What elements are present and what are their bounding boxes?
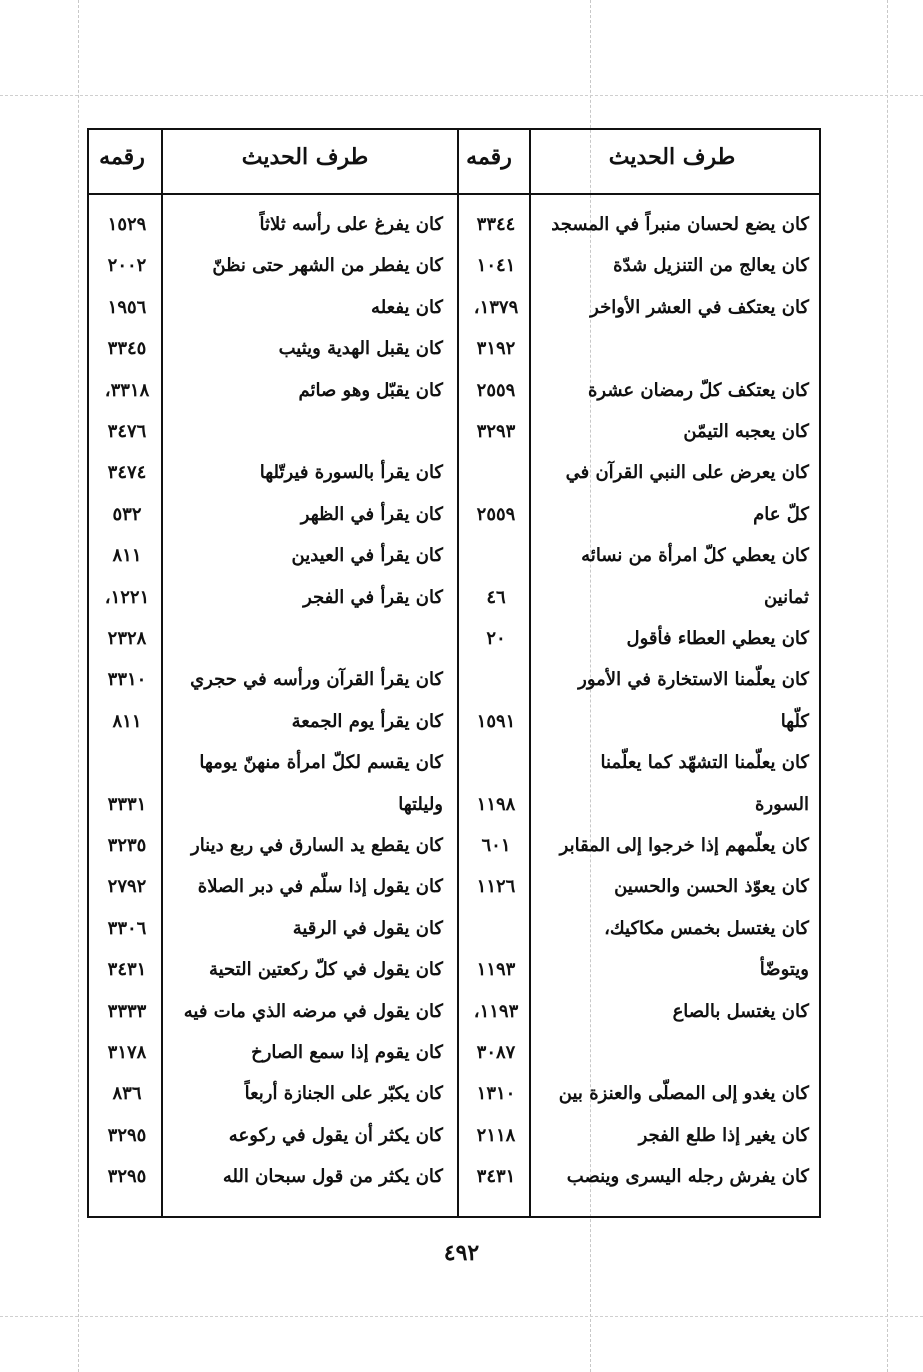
hadith-text-left: كان يقبّل وهو صائم (298, 379, 443, 401)
hadith-text-right: كلّها (780, 710, 809, 732)
hadith-number-left: ٨٣٦ (112, 1083, 142, 1105)
hadith-number-right: ١٣٧٩، (473, 296, 519, 318)
hadith-number-left: ٥٣٢ (112, 503, 142, 525)
hadith-text-left: كان يقول في مرضه الذي مات فيه (183, 1000, 443, 1022)
table-row (89, 663, 823, 704)
hadith-number-right: ٣٠٨٧ (476, 1042, 516, 1063)
table-row (89, 249, 823, 290)
hadith-number-right: ٦٠١ (481, 835, 511, 856)
hadith-text-right: كان يغتسل بالصاع (672, 1000, 809, 1022)
hadith-text-right: السورة (755, 793, 809, 815)
hadith-number-right: ٢٠ (486, 628, 506, 649)
hadith-number-right: ٣٤٣١ (476, 1166, 516, 1188)
hadith-text-right: ويتوضّأ (759, 959, 809, 981)
header-left-num: رقمه (99, 144, 145, 170)
hadith-text-left: كان يقرأ في الفجر (303, 586, 443, 608)
hadith-text-right: كان يغير إذا طلع الفجر (638, 1124, 809, 1146)
hadith-text-right: كان يعجبه التيمّن (683, 421, 809, 442)
hadith-number-left: ٣٢٩٥ (107, 1166, 147, 1188)
table-row (89, 705, 823, 746)
hadith-number-left: ٣١٧٨ (107, 1042, 147, 1063)
hadith-text-left: كان يقرأ في الظهر (300, 503, 443, 525)
hadith-text-right: كان يعتكف كلّ رمضان عشرة (587, 379, 809, 401)
hadith-text-right: كان يعالج من التنزيل شدّة (613, 255, 809, 277)
hadith-text-right: ثمانين (763, 586, 809, 608)
hadith-number-right: ٣١٩٢ (476, 338, 516, 360)
hadith-text-left: كان يقوم إذا سمع الصارخ (251, 1042, 443, 1063)
header-right-text: طرف الحديث (608, 144, 736, 170)
table-row (89, 622, 823, 663)
hadith-number-left: ٢٣٢٨ (107, 628, 147, 649)
hadith-text-right: كان يعرض على النبي القرآن في (565, 462, 809, 484)
hadith-text-right: كان يعلّمنا الاستخارة في الأمور (578, 669, 809, 691)
hadith-number-left: ٣٤٣١ (107, 959, 147, 981)
hadith-text-right: كان يفرش رجله اليسرى وينصب (566, 1166, 809, 1188)
hadith-text-right: كان يعوّذ الحسن والحسين (614, 876, 809, 898)
hadith-text-left: كان يكبّر على الجنازة أربعاً (244, 1083, 443, 1105)
table-row (89, 581, 823, 622)
header-right-num: رقمه (466, 144, 512, 170)
hadith-number-right: ١١٢٦ (476, 876, 516, 898)
table-row (89, 870, 823, 911)
table-row (89, 995, 823, 1036)
hadith-text-left: كان يقطع يد السارق في ربع دينار (191, 835, 443, 856)
hadith-text-right: كان يغتسل بخمس مكاكيك، (604, 917, 809, 939)
hadith-text-left: كان يفرغ على رأسه ثلاثاً (259, 214, 443, 235)
table-row (89, 1036, 823, 1077)
hadith-number-right: ٣٣٤٤ (476, 214, 516, 235)
table-row (89, 912, 823, 953)
guide-line (887, 0, 888, 1372)
hadith-number-left: ١٥٢٩ (107, 214, 147, 235)
hadith-number-right: ١١٩٣، (473, 1000, 519, 1022)
hadith-number-right: ١١٩٣ (476, 959, 516, 981)
hadith-text-left: وليلتها (398, 793, 443, 815)
header-left-text: طرف الحديث (241, 144, 369, 170)
table-row (89, 953, 823, 994)
hadith-text-left: كان يفطر من الشهر حتى نظنّ (212, 255, 443, 277)
table-row (89, 788, 823, 829)
hadith-number-left: ٢٧٩٢ (107, 876, 147, 898)
hadith-text-right: كان يعطي كلّ امرأة من نسائه (581, 545, 809, 567)
hadith-text-left: كان يقرأ القرآن ورأسه في حجري (190, 669, 443, 691)
hadith-text-right: كان يغدو إلى المصلّى والعنزة بين (558, 1083, 809, 1105)
header-divider (89, 193, 819, 195)
table-row (89, 456, 823, 497)
hadith-text-left: كان يفعله (371, 296, 443, 318)
hadith-text-right: كان يعطي العطاء فأقول (626, 628, 809, 649)
hadith-text-left: كان يقسم لكلّ امرأة منهنّ يومها (199, 752, 443, 774)
table-row (89, 498, 823, 539)
table-row (89, 539, 823, 580)
hadith-number-left: ٣٣٣٣ (107, 1000, 147, 1022)
hadith-number-left: ٣٤٧٦ (107, 421, 147, 442)
hadith-number-left: ٣٣٤٥ (107, 338, 147, 360)
hadith-number-left: ٣٢٩٥ (107, 1124, 147, 1146)
hadith-number-right: ٤٦ (486, 586, 506, 608)
hadith-number-left: ٣٣١٠ (107, 669, 147, 691)
hadith-number-right: ١٥٩١ (476, 710, 516, 732)
hadith-text-left: كان يكثر أن يقول في ركوعه (228, 1124, 443, 1146)
hadith-number-left: ١٢٢١، (104, 586, 150, 608)
hadith-number-left: ٣٣١٨، (104, 379, 150, 401)
hadith-text-left: كان يكثر من قول سبحان الله (222, 1166, 443, 1188)
hadith-number-left: ١٩٥٦ (107, 296, 147, 318)
hadith-text-left: كان يقرأ بالسورة فيرتّلها (259, 462, 443, 484)
table-row (89, 1077, 823, 1118)
table-row (89, 415, 823, 456)
table-row (89, 746, 823, 787)
hadith-text-right: كلّ عام (753, 503, 809, 525)
table-row (89, 208, 823, 249)
table-row (89, 1119, 823, 1160)
hadith-number-left: ٣٣٠٦ (107, 917, 147, 939)
hadith-number-left: ٨١١ (112, 545, 142, 567)
hadith-number-right: ٢١١٨ (476, 1124, 516, 1146)
hadith-text-right: كان يعتكف في العشر الأواخر (590, 296, 809, 318)
hadith-text-left: كان يقول في كلّ ركعتين التحية (208, 959, 443, 981)
guide-line (0, 1316, 923, 1317)
hadith-number-left: ٣٣٣١ (107, 793, 147, 815)
hadith-number-right: ٢٥٥٩ (476, 503, 516, 525)
hadith-number-right: ٣٢٩٣ (476, 421, 516, 442)
table-row (89, 1160, 823, 1201)
hadith-number-left: ٣٤٧٤ (107, 462, 147, 484)
guide-line (0, 95, 923, 96)
hadith-number-right: ١١٩٨ (476, 793, 516, 815)
hadith-text-left: كان يقول في الرقية (292, 917, 443, 939)
table-row (89, 332, 823, 373)
hadith-text-right: كان يعلّمهم إذا خرجوا إلى المقابر (559, 835, 809, 856)
guide-line (78, 0, 79, 1372)
hadith-number-left: ٣٢٣٥ (107, 835, 147, 856)
hadith-index-table (87, 128, 821, 1218)
hadith-number-right: ٢٥٥٩ (476, 379, 516, 401)
hadith-text-right: كان يعلّمنا التشهّد كما يعلّمنا (600, 752, 809, 774)
page-number: ٤٩٢ (443, 1240, 480, 1266)
table-row (89, 291, 823, 332)
hadith-text-left: كان يقول إذا سلّم في دبر الصلاة (197, 876, 443, 898)
hadith-text-left: كان يقرأ في العيدين (291, 545, 443, 567)
hadith-number-left: ٨١١ (112, 710, 142, 732)
hadith-text-left: كان يقبل الهدية ويثيب (278, 338, 443, 360)
hadith-text-left: كان يقرأ يوم الجمعة (291, 710, 443, 732)
hadith-number-right: ١٠٤١ (476, 255, 516, 277)
hadith-number-right: ١٣١٠ (476, 1083, 516, 1105)
hadith-number-left: ٢٠٠٢ (107, 255, 147, 277)
table-row (89, 374, 823, 415)
hadith-text-right: كان يضع لحسان منبراً في المسجد (551, 214, 809, 235)
table-row (89, 829, 823, 870)
